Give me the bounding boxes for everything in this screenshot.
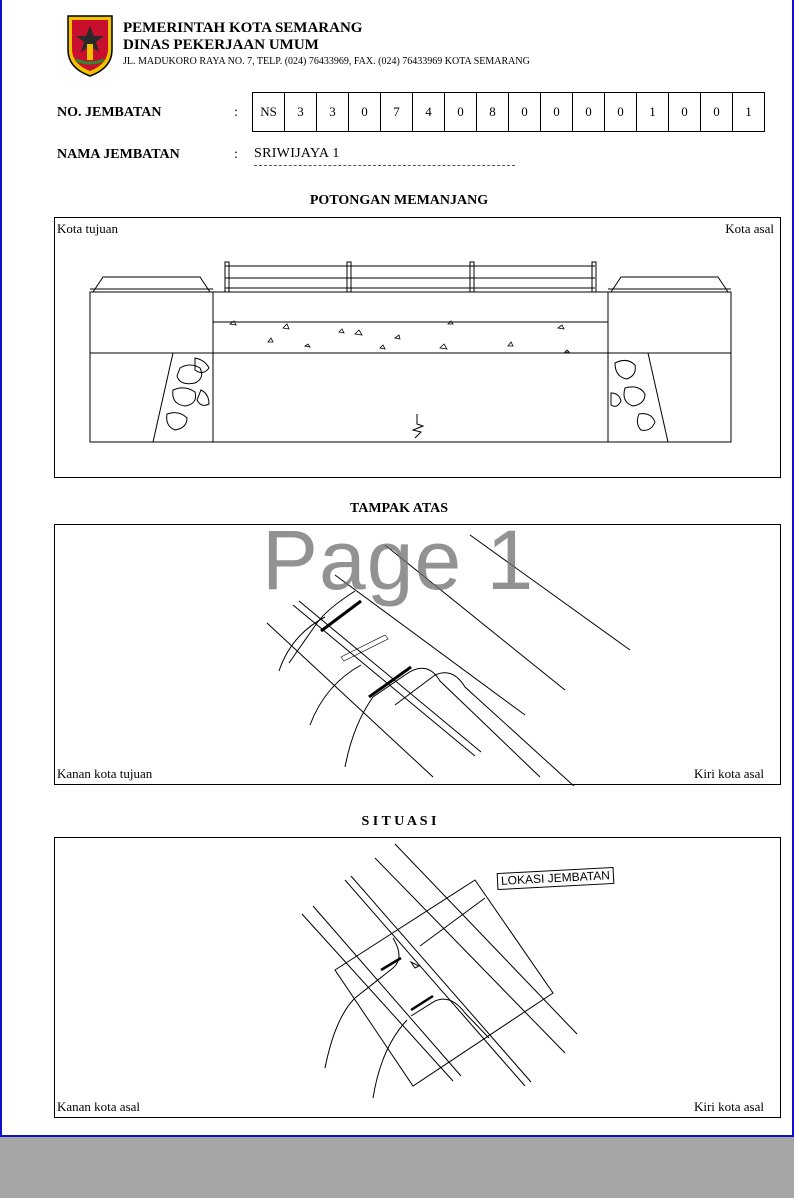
longitudinal-section-drawing: [55, 218, 782, 479]
bridge-number-digit: 0: [349, 93, 381, 132]
section-title-situation: S I T U A S I: [361, 814, 437, 829]
top-view-right-label: Kiri kota asal: [693, 766, 764, 781]
bridge-number-digit: 3: [317, 93, 349, 132]
city-coat-of-arms-icon: [66, 14, 114, 78]
bridge-number-digit: 4: [413, 93, 445, 132]
bridge-number-digit: 0: [605, 93, 637, 132]
top-view-left-label: Kanan kota tujuan: [57, 766, 153, 781]
situation-frame: [54, 837, 781, 1118]
longitudinal-right-label: Kota asal: [725, 221, 774, 236]
header-address: JL. MADUKORO RAYA NO. 7, TELP. (024) 76433969, FAX. (024) 76433969 KOTA SEMARANG: [123, 56, 530, 67]
bridge-number-colon: :: [234, 105, 238, 120]
bridge-number-digit: 7: [381, 93, 413, 132]
bridge-number-digit: NS: [253, 93, 285, 132]
location-callout: LOKASI JEMBATAN: [497, 867, 615, 890]
section-title-top-view: TAMPAK ATAS: [349, 501, 449, 516]
bridge-number-digit: 1: [733, 93, 765, 132]
bridge-number-digit: 0: [541, 93, 573, 132]
bridge-name-value: SRIWIJAYA 1: [254, 146, 515, 166]
bridge-number-label: NO. JEMBATAN: [57, 105, 162, 120]
bridge-number-digit: 0: [669, 93, 701, 132]
bridge-number-digit: 1: [637, 93, 669, 132]
situation-left-label: Kanan kota asal: [57, 1099, 141, 1114]
bridge-number-boxes: [252, 92, 765, 132]
bridge-number-digit: 0: [573, 93, 605, 132]
page-watermark: Page 1: [262, 513, 535, 607]
bridge-number-digit: 0: [445, 93, 477, 132]
bridge-number-digit: 8: [477, 93, 509, 132]
longitudinal-section-frame: [54, 217, 781, 478]
bridge-number-digit: 0: [701, 93, 733, 132]
bridge-number-digit: 3: [285, 93, 317, 132]
situation-right-label: Kiri kota asal: [693, 1099, 764, 1114]
header-department: DINAS PEKERJAAN UMUM: [123, 37, 319, 53]
situation-drawing: [55, 838, 782, 1119]
header-agency: PEMERINTAH KOTA SEMARANG: [123, 20, 363, 36]
longitudinal-left-label: Kota tujuan: [57, 221, 119, 236]
section-title-longitudinal: POTONGAN MEMANJANG: [309, 193, 489, 208]
bridge-name-label: NAMA JEMBATAN: [57, 147, 180, 162]
bridge-name-colon: :: [234, 147, 238, 162]
bridge-number-digit: 0: [509, 93, 541, 132]
